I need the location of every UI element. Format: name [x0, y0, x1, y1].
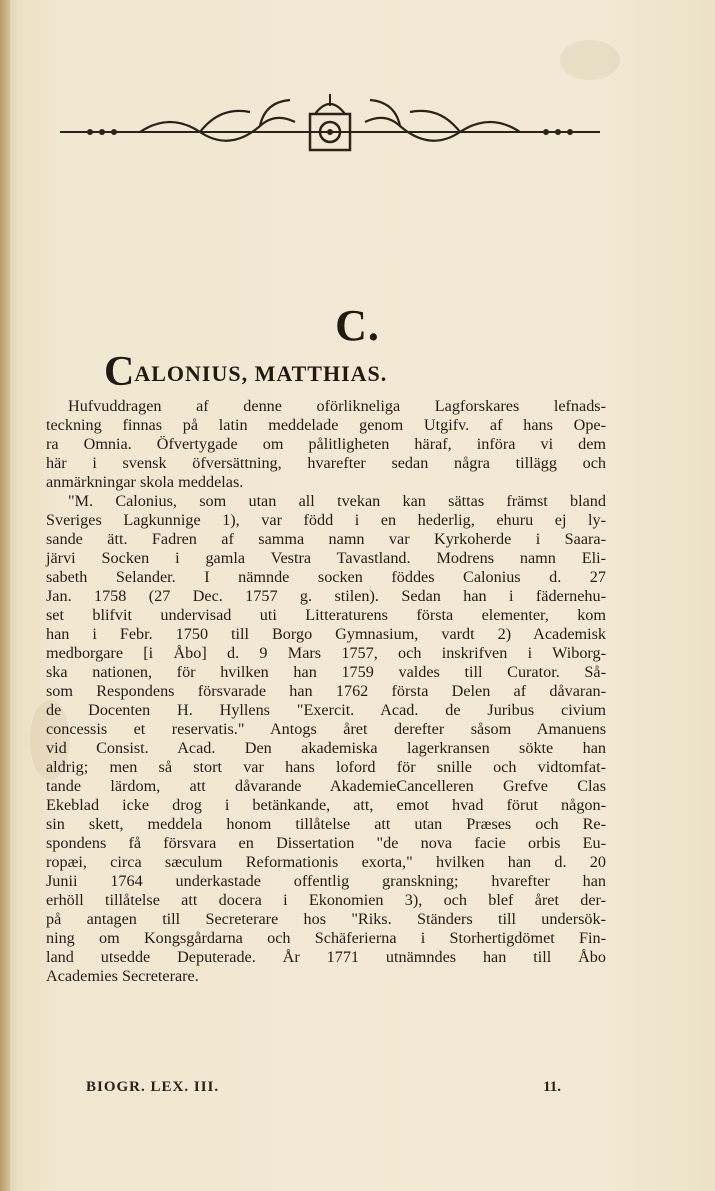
text-line: erhöll tillåtelse att docera i Ekonomien 3), och blef året der- — [46, 891, 606, 909]
text-line: på antagen till Secreterare hos "Riks. Ständers till undersök- — [46, 910, 606, 928]
text-line: teckning finnas på latin meddelade genom Utgifv. af hans Ope- — [46, 416, 606, 434]
paper-stain — [560, 40, 620, 80]
text-line: ropæi, circa sæculum Reformationis exorta," hvilken han d. 20 — [46, 853, 606, 871]
decorative-headpiece-ornament — [60, 92, 600, 160]
entry-name-rest: ALONIUS, MATTHIAS. — [134, 361, 388, 386]
text-line: tande lärdom, att dåvarande AkademieCancelleren Grefve Clas — [46, 777, 606, 795]
text-line: aldrig; men så stort var hans loford för snille och vidtomfat- — [46, 758, 606, 776]
text-line: land utsedde Deputerade. År 1771 utnämndes han till Åbo — [46, 948, 606, 966]
text-line: de Docenten H. Hyllens "Exercit. Acad. de Juribus civium — [46, 701, 606, 719]
sheet-number: 11. — [543, 1079, 561, 1095]
text-line: vid Consist. Acad. Den akademiska lagerkransen sökte han — [46, 739, 606, 757]
text-line: sande ätt. Fadren af samma namn var Kyrkoherde i Saara- — [46, 530, 606, 548]
entry-name-heading — [104, 348, 387, 396]
text-line: Ekeblad icke drog i betänkande, att, emot hvad förut någon- — [46, 796, 606, 814]
text-line: medborgare [i Åbo] d. 9 Mars 1757, och inskrifven i Wiborg- — [46, 644, 606, 662]
text-line: Junii 1764 underkastade offentlig granskning; hvarefter han — [46, 872, 606, 890]
page-footer — [86, 1079, 561, 1096]
signature-mark: BIOGR. LEX. III. — [86, 1079, 220, 1095]
text-line: ning om Kongsgårdarna och Schäferierna i Storhertigdömet Fin- — [46, 929, 606, 947]
text-line: anmärkningar skola meddelas. — [46, 473, 244, 491]
text-line: järvi Socken i gamla Vestra Tavastland. Modrens namn Eli- — [46, 549, 606, 567]
text-line: concessis et reservatis." Antogs året derefter såsom Amanuens — [46, 720, 606, 738]
text-line: Sveriges Lagkunnige 1), var född i en hederlig, ehuru ej ly- — [46, 511, 606, 529]
text-line: här i svensk öfversättning, hvarefter sedan några tillägg och — [46, 454, 606, 472]
text-line: Jan. 1758 (27 Dec. 1757 g. stilen). Sedan han i fädernehu- — [46, 587, 606, 605]
text-line: Academies Secreterare. — [46, 967, 199, 985]
text-line: "M. Calonius, som utan all tvekan kan sättas främst bland — [68, 492, 606, 510]
text-line: set blifvit undervisad uti Litteraturens första elementer, kom — [46, 606, 606, 624]
text-line: som Respondens försvarade han 1762 första Delen af dåvaran- — [46, 682, 606, 700]
text-line: sabeth Selander. I nämnde socken föddes Calonius d. 27 — [46, 568, 606, 586]
section-letter-heading: C. — [335, 301, 380, 350]
text-line: spondens få försvara en Dissertation "de nova facie orbis Eu- — [46, 834, 606, 852]
biography-body-text — [46, 397, 606, 986]
page-binding-edge — [0, 0, 10, 1191]
text-line: sin skett, meddela honom tillåtelse att utan Præses och Re- — [46, 815, 606, 833]
text-line: ra Omnia. Öfvertygade om pålitligheten häraf, införa vi dem — [46, 435, 606, 453]
text-line: ska nationen, för hvilken han 1759 valdes till Curator. Så- — [46, 663, 606, 681]
entry-name-initial: C — [104, 349, 135, 395]
text-line: han i Febr. 1750 till Borgo Gymnasium, vardt 2) Academisk — [46, 625, 606, 643]
text-line: Hufvuddragen af denne oförlikneliga Lagforskares lefnads- — [68, 397, 606, 415]
